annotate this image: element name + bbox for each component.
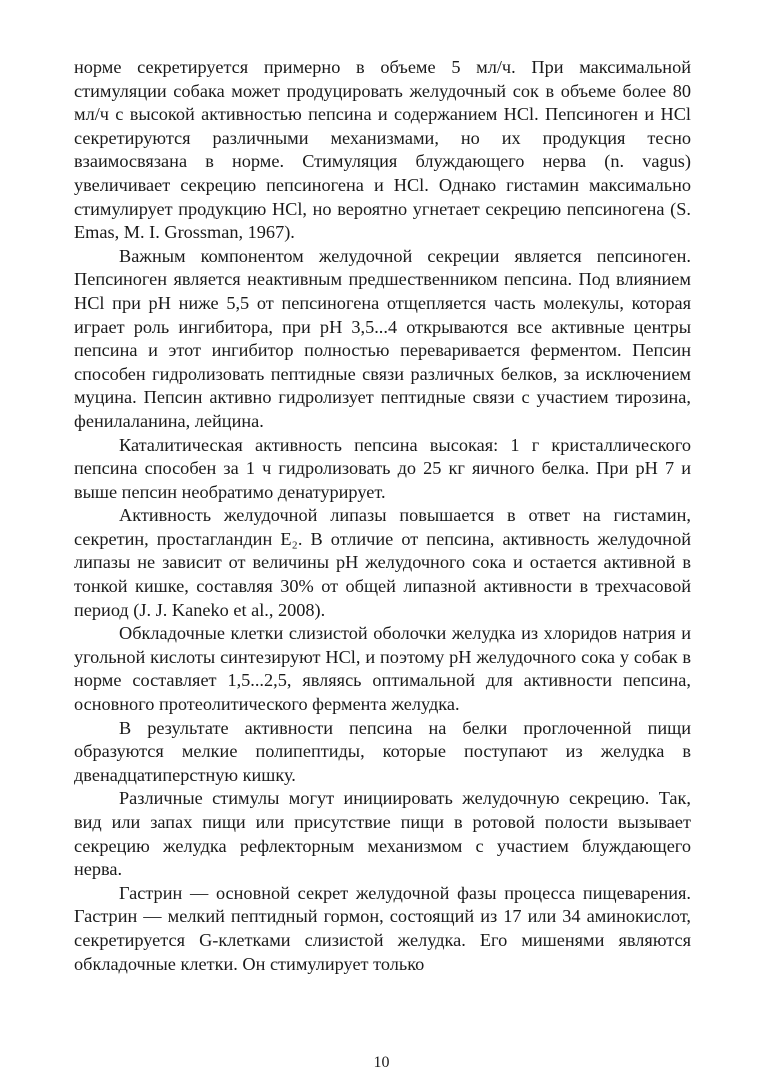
paragraph-6: В результате активности пепсина на белки проглоченной пищи образуются мелкие полипептиды, которые поступают из желудка в двенадцатиперстную кишку. [74, 717, 691, 785]
page-number: 10 [373, 1054, 390, 1071]
paragraph-5: Обкладочные клетки слизистой оболочки желудка из хлоридов натрия и угольной кислоты синтезируют HCl, и поэтому рН желудочного сока у собак в норме составляет 1,5...2,5, являясь оптимальной для активности пепсина, основного протеолитического фермента желудка. [74, 623, 691, 715]
paragraph-2: Важным компонентом желудочной секреции является пепсиноген. Пепсиноген является неактивным предшественником пепсина. Под влиянием HCl при рН ниже 5,5 от пепсиногена отщепляется часть молекулы, которая играет роль ингибитора, при рН 3,5...4 открываются все активные центры пепсина и этот ингибитор полностью переваривается ферментом. Пепсин способен гидролизовать пептидные связи различных белков, за исключением муцина. Пепсин активно гидролизует пептидные связи с участием тирозина, фенилаланина, лейцина. [74, 245, 691, 431]
paragraph-4: Активность желудочной липазы повышается в ответ на гистамин, секретин, простагландин E₂. В отличие от пепсина, активность желудочной липазы не зависит от величины рН желудочного сока и остается активной в тонкой кишке, составляя 30% от общей липазной активности в трехчасовой период (J. J. Kaneko et al., 2008). [74, 505, 691, 620]
paragraph-8: Гастрин — основной секрет желудочной фазы процесса пищеварения. Гастрин — мелкий пептидный гормон, состоящий из 17 или 34 аминокислот, секретируется G-клетками слизистой желудка. Его мишенями являются обкладочные клетки. Он стимулирует только [74, 882, 691, 974]
paragraph-7: Различные стимулы могут инициировать желудочную секрецию. Так, вид или запах пищи или присутствие пищи в ротовой полости вызывает секрецию желудка рефлекторным механизмом с участием блуждающего нерва. [74, 788, 691, 880]
page-body [74, 56, 691, 976]
paragraph-3: Каталитическая активность пепсина высокая: 1 г кристаллического пепсина способен за 1 ч гидролизовать до 25 кг яичного белка. При рН 7 и выше пепсин необратимо денатурирует. [74, 434, 691, 502]
paragraph-1: норме секретируется примерно в объеме 5 мл/ч. При максимальной стимуляции собака может продуцировать желудочный сок в объеме более 80 мл/ч с высокой активностью пепсина и содержанием HCl. Пепсиноген и HCl секретируются различными механизмами, но их продукция тесно взаимосвязана в норме. Стимуляция блуждающего нерва (n. vagus) увеличивает секрецию пепсиногена и HCl. Однако гистамин максимально стимулирует продукцию HCl, но вероятно угнетает секрецию пепсиногена (S. Emas, M. I. Grossman, 1967). [74, 57, 691, 243]
